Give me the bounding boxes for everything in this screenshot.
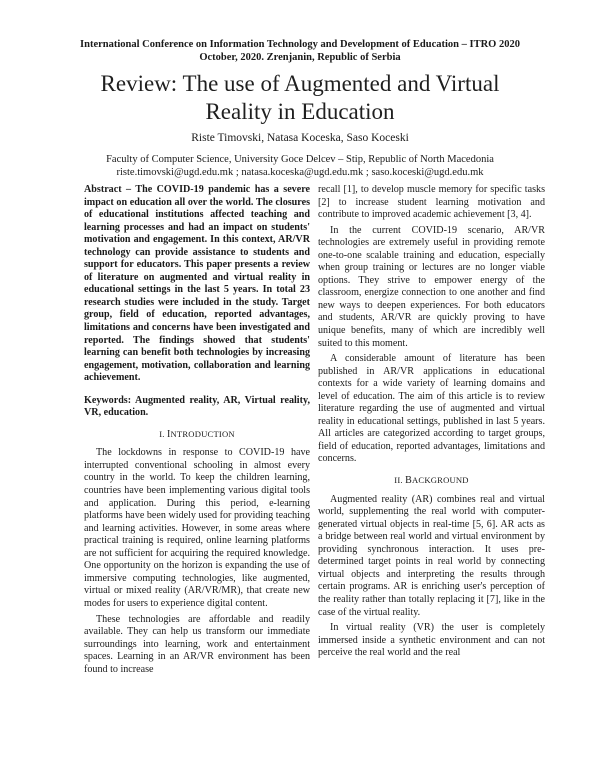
- section-heading-background: [318, 474, 545, 488]
- author-emails: riste.timovski@ugd.edu.mk ; natasa.koceska@ugd.edu.mk ; saso.koceski@ugd.edu.mk: [116, 167, 484, 178]
- keywords: Keywords: Augmented reality, AR, Virtual reality, VR, education.: [84, 394, 310, 419]
- intro-paragraph-1: The lockdowns in response to COVID-19 have interrupted conventional schooling in almost every country in the world. To keep the children learning, countries have been implementing various digital tools and application. During this period, e-learning platforms have been widely used for providing teaching and learning activities. However, in some areas where practical training is required, online learning platforms are not sufficient for acquiring the required knowledge. One opportunity on the horizon is expanding the use of immersive computing technologies, like augmented, virtual or mixed reality (AR/VR/MR), that create new modes for users to experience digital content.: [84, 447, 310, 609]
- intro-paragraph-4: A considerable amount of literature has been published in AR/VR applications in educational contexts for a wide variety of learning domains and level of education. The aim of this article is to review literature regarding the use of augmented and virtual reality in educational settings, published in last 5 years. All articles are categorized according to target groups, field of education, reported advantages, limitations and concerns.: [318, 353, 545, 465]
- background-paragraph-2: In virtual reality (VR) the user is completely immersed inside a synthetic environment and can not perceive the real world and the real: [318, 622, 545, 659]
- affiliation-block: [30, 153, 570, 179]
- conference-line-2: October, 2020. Zrenjanin, Republic of Serbia: [199, 52, 401, 63]
- conference-header: [60, 38, 540, 64]
- title-line-1: Review: The use of Augmented and Virtual: [100, 71, 500, 96]
- right-column: [318, 184, 545, 660]
- paper-title: [40, 70, 560, 126]
- section-title-rest: NTRODUCTION: [170, 428, 235, 439]
- section-initial: B: [405, 475, 412, 487]
- title-line-2: Reality in Education: [205, 99, 395, 124]
- intro-paragraph-2: These technologies are affordable and readily available. They can help us transform our immediate surroundings into learning, work and entertainment spaces. Learning in an AR/VR environment has been found to increase: [84, 613, 310, 675]
- intro-paragraph-2-continued: recall [1], to develop muscle memory for specific tasks [2] to increase student learning motivation and contribute to improved academic achievement [3, 4].: [318, 184, 545, 221]
- background-paragraph-1: Augmented reality (AR) combines real and virtual world, supplementing the real world with computer-generated virtual objects in real-time [5, 6]. AR acts as a bridge between real world and virtual environment by providing synchronous interaction. It uses pre-determined target points in real world by connecting virtual objects and interpreting the results through certain programs. AR is enriching user's perception of the reality rather than totally replacing it [7], like in the case of the virtual reality.: [318, 493, 545, 618]
- conference-line-1: International Conference on Information Technology and Development of Education – ITRO 2020: [80, 39, 520, 50]
- authors: Riste Timovski, Natasa Koceska, Saso Koceski: [191, 132, 409, 144]
- section-initial: I: [166, 428, 171, 440]
- left-column: [84, 184, 310, 676]
- affiliation: Faculty of Computer Science, University Goce Delcev – Stip, Republic of North Macedonia: [106, 154, 494, 165]
- section-number: I.: [159, 428, 165, 439]
- section-heading-introduction: [84, 428, 310, 442]
- abstract: Abstract – The COVID-19 pandemic has a severe impact on education all over the world. The closures of educational institutions affected teaching and learning processes and had an impact on students' motivation and engagement. In this context, AR/VR technology can provide assistance to students and support for educators. This paper presents a review of literature on augmented and virtual reality in educational settings in the last 5 years. In total 23 research studies were included in the study. Target group, field of education, reported advantages, limitations and concerns have been investigated and reported. The findings showed that students' learning can benefit both technologies by increasing engagement, motivation, collaboration and learning achievement.: [84, 184, 310, 384]
- section-number: II.: [394, 475, 403, 486]
- intro-paragraph-3: In the current COVID-19 scenario, AR/VR technologies are extremely useful in providing remote one-to-one scalable training and education, especially when group training or lectures are no longer viable options. They strive to empower energy of the classroom, energize connection to one another and find new ways to deepen experiences. For both educators and students, AR/VR are quickly proving to have unique benefits, many of which are incredibly well suited to this moment.: [318, 224, 545, 349]
- section-title-rest: ACKGROUND: [412, 475, 469, 486]
